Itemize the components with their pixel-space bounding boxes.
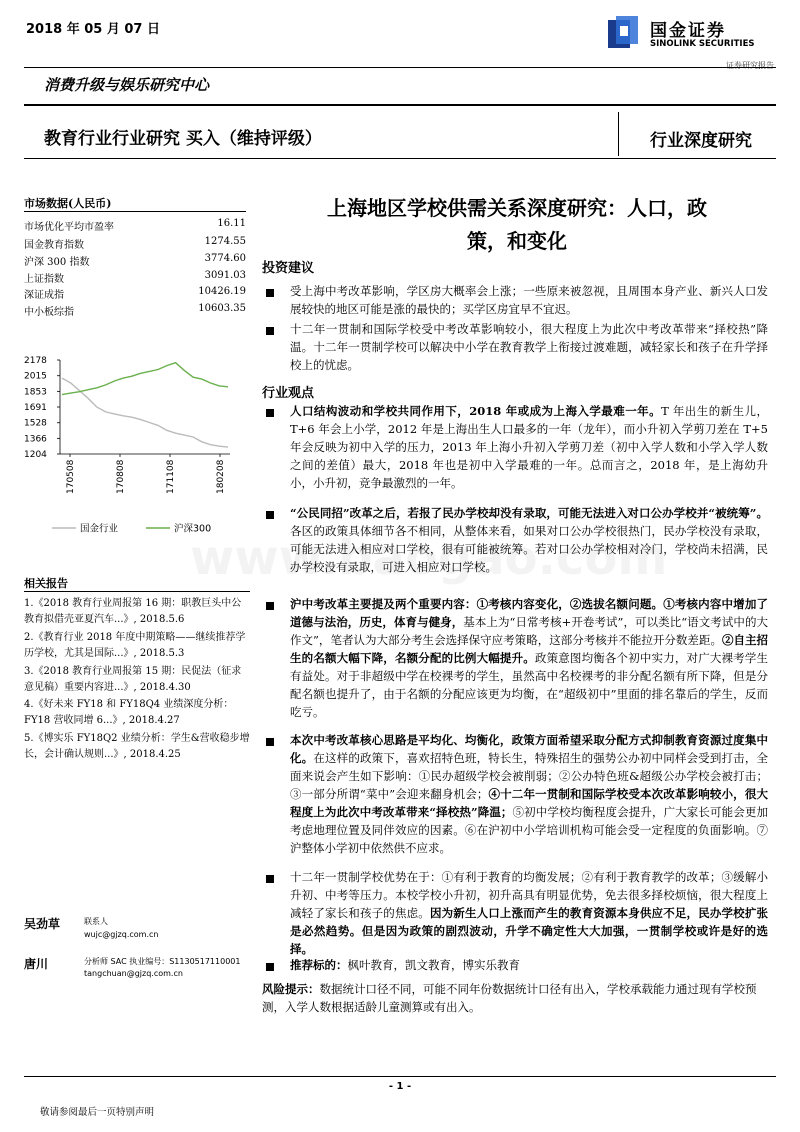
bullet-icon: [266, 511, 274, 519]
report-type: 证券研究报告: [726, 61, 774, 70]
legend-label: 沪深300: [174, 523, 212, 535]
paragraph-bold: ④十二年一贯制和国际学校受本次改革影响较小，很大程度上为此次中考改革带来“择校热”降温；: [290, 787, 768, 819]
invest-point: 十二年一贯制和国际学校受中考改革影响较小，很大程度上为此次中考改革带来“择校热”降温。十二年一贯制学校可以解决中小学在教育教学上衔接过渡难题，减轻家长和孩子在升学择校上的忧虑。: [290, 322, 768, 372]
x-tick-label: 180208: [216, 459, 226, 494]
series-line: [62, 363, 228, 395]
paragraph-text: T 年出生的新生儿，T+6 年会上小学，2012 年是上海出生人口最多的一年（龙年），而小升初入学剪刀差在 T+5 年会反映为初中入学的压力，2013 年上海小升初入学剪刀差（初中入学人数和小学入学人数之间的差值）最大，2018 年也是初中入学最难的一年。总而言之，2018 年，是上海幼升小，小升初，竞争最激烈的一年。: [290, 404, 768, 490]
disclaimer: 敬请参阅最后一页特别声明: [40, 1107, 155, 1118]
index-performance-chart: [22, 352, 250, 552]
bullet-icon: [266, 409, 274, 417]
market-label: 上证指数: [24, 274, 64, 285]
market-row: [24, 218, 246, 232]
bullet-icon: [266, 327, 274, 335]
paragraph-bold: “公民同招”改革之后，若报了民办学校却没有录取，可能无法进入对口公办学校并“被统筹”。: [290, 506, 768, 520]
chart-svg: [22, 352, 250, 552]
paragraph-text: 各区的政策具体细节各不相同，从整体来看，如果对口公办学校很热门，民办学校没有录取，可能无法进入相应对口学校，很有可能被统筹。若对口公办学校相对冷门，学校尚未招满，民办学校没有录取，可进入相应对口学校。: [290, 524, 768, 574]
analyst-email[interactable]: wujc@gjzq.com.cn: [84, 930, 159, 939]
paragraph-text: 政策意图均衡各个初中实力，对广大裸考学生有益处。对于非超级中学在校裸考的学生，虽然高中名校裸考的非分配名额有所下降，但是分配名额也提升了，由于名额的分配应该更为均衡，在“超级初中”里面的排名靠后的学生，反而吃亏。: [290, 651, 769, 719]
view-paragraph: [290, 956, 768, 974]
y-tick-label: 2015: [24, 371, 47, 382]
related-report-item[interactable]: 4.《好未来 FY18 和 FY18Q4 业绩深度分析：FY18 营收同增 6...》, 2018.4.27: [24, 699, 234, 726]
y-tick-label: 1366: [24, 434, 47, 445]
market-rule: [24, 211, 246, 212]
market-data-title: 市场数据(人民币): [24, 197, 112, 210]
x-tick-label: 170808: [116, 459, 126, 494]
paragraph-text: 十二年一贯制学校优势在于：①有利于教育的均衡发展；②有利于教育教学的改革；③缓解小升初、中考等压力。本校学校小升初，初升高具有明显优势，免去很多择校烦恼，很大程度上减轻了家长和孩子的焦虑。: [290, 870, 768, 920]
report-title-line: 策，和变化: [467, 229, 567, 253]
market-value: 16.11: [217, 218, 246, 229]
y-tick-label: 1691: [24, 403, 47, 413]
logo-chinese-name: 国金证券: [650, 21, 726, 41]
market-value: 10426.19: [198, 286, 246, 297]
y-tick-label: 1528: [24, 418, 47, 429]
series-line: [62, 378, 228, 447]
x-tick-label: 170508: [66, 459, 76, 494]
market-label: 市场优化平均市盈率: [24, 222, 114, 233]
view-paragraph: [290, 402, 768, 492]
market-row: [24, 286, 246, 300]
analyst-email[interactable]: tangchuan@gjzq.com.cn: [84, 969, 183, 978]
bullet-icon: [266, 602, 274, 610]
x-tick-label: 171108: [166, 459, 176, 494]
company-logo: [606, 14, 776, 64]
market-label: 深证成指: [24, 290, 64, 301]
paragraph-bold: 推荐标的：: [290, 958, 348, 972]
market-value: 1274.55: [204, 236, 246, 247]
paragraph-text: 基本上为“日常考核+开卷考试”，可以类比“语文考试中的大作文”，笔者认为大部分考生会选择保守应考策略，这部分考核并不能拉开分数差距。: [290, 615, 768, 647]
header-rule-bottom: [24, 158, 776, 159]
header-rule-top: [24, 67, 776, 68]
market-label: 沪深 300 指数: [24, 257, 90, 268]
analyst-role: 分析师 SAC 执业编号：S1130517110001: [84, 957, 241, 966]
related-report-item[interactable]: 2.《教育行业 2018 年度中期策略——继续推荐学历学校，尤其是国际...》, 2018.5.3: [24, 632, 246, 659]
paragraph-bold: 沪中考改革主要提及两个重要内容：①考核内容变化，②选拔名额问题。①考核内容中增加了道德与法治，历史，体育与健身，: [290, 597, 768, 629]
related-reports-title: 相关报告: [24, 577, 68, 590]
analyst-name: 唐川: [24, 957, 49, 971]
legend-label: 国金行业: [80, 523, 119, 535]
paragraph-text: ⑤初中学校均衡程度会提升，广大家长可能会更加考虑地理位置及同伴效应的因素。⑥在沪初中小学培训机构可能会受一定程度的负面影响。⑦沪整体小学初中依然供不应求。: [290, 805, 768, 855]
y-tick-label: 2178: [24, 356, 47, 366]
analyst-name: 吴劲草: [24, 917, 61, 931]
risk-warning: [262, 980, 772, 1016]
paragraph-bold: 人口结构波动和学校共同作用下，2018 年或成为上海入学最难一年。: [290, 404, 662, 418]
bullet-icon: [266, 963, 274, 971]
analyst-role: 联系人: [84, 917, 108, 926]
bullet-icon: [266, 289, 274, 297]
footer-rule: [24, 1076, 776, 1077]
watermark: [190, 530, 667, 586]
header-divider: [618, 112, 619, 156]
market-label: 国金教育指数: [24, 240, 84, 251]
related-report-item[interactable]: 3.《2018 教育行业周报第 15 期：民促法（征求意见稿）重要内容进...》, 2018.4.30: [24, 666, 242, 693]
report-date: 2018 年 05 月 07 日: [26, 22, 160, 37]
y-tick-label: 1204: [24, 450, 47, 460]
market-value: 3091.03: [204, 270, 246, 281]
header-rule-mid: [24, 104, 776, 106]
section-heading-invest: 投资建议: [262, 261, 315, 276]
market-value: 10603.35: [198, 303, 246, 314]
research-center: 消费升级与娱乐研究中心: [44, 76, 210, 94]
view-paragraph: [290, 731, 768, 857]
industry-rating: 教育行业行业研究 买入（维持评级）: [44, 129, 322, 149]
paragraph-bold: 因为新生人口上涨而产生的教育资源本身供应不足，民办学校扩张是必然趋势。但是因为政策的剧烈波动，升学不确定性大大加强，一贯制学校或许是好的选择。: [290, 906, 768, 956]
view-paragraph: [290, 868, 768, 958]
logo-english-name: SINOLINK SECURITIES: [650, 39, 755, 49]
y-tick-label: 1853: [24, 387, 47, 398]
report-title-line: 上海地区学校供需关系深度研究：人口，政: [327, 196, 707, 220]
report-kind: 行业深度研究: [650, 131, 752, 151]
market-row: [24, 303, 246, 317]
risk-text: 数据统计口径不同，可能不同年份数据统计口径有出入，学校承载能力通过现有学校预测，入学人数根据适龄儿童测算或有出入。: [262, 982, 757, 1014]
paragraph-text: 在这样的政策下，喜欢招特色班，特长生，特殊招生的强势公办初中同样会受到打击，全面来说会产生如下影响：①民办超级学校会被削弱；②公办特色班&超级公办学校会被打击；③一部分所谓“菜中”会迎来翻身机会；: [290, 751, 768, 801]
logo-icon: [606, 14, 642, 54]
market-row: [24, 253, 246, 267]
risk-label: 风险提示：: [262, 982, 320, 996]
page-number: - 1 -: [388, 1081, 412, 1092]
related-rule: [24, 591, 250, 592]
market-row: [24, 236, 246, 250]
related-report-item[interactable]: 1.《2018 教育行业周报第 16 期：职教巨头中公教育拟借壳亚夏汽车...》, 2018.5.6: [24, 598, 242, 625]
paragraph-bold: 本次中考改革核心思路是平均化、均衡化，政策方面希望采取分配方式抑制教育资源过度集中化。: [290, 733, 768, 765]
paragraph-text: 枫叶教育，凯文教育，博实乐教育: [347, 958, 520, 972]
view-paragraph: [290, 595, 768, 721]
market-row: [24, 270, 246, 284]
bullet-icon: [266, 875, 274, 883]
paragraph-bold: ②自主招生的名额大幅下降，名额分配的比例大幅提升。: [290, 633, 769, 665]
market-value: 3774.60: [204, 253, 246, 264]
invest-point: 受上海中考改革影响，学区房大概率会上涨；一些原来被忽视，且周围本身产业、新兴人口发展较快的地区可能是涨的最快的；买学区房宜早不宜迟。: [290, 284, 768, 316]
market-label: 中小板综指: [24, 307, 74, 318]
bullet-icon: [266, 738, 274, 746]
related-report-item[interactable]: 5.《博实乐 FY18Q2 业绩分析：学生&营收稳步增长，会计确认规则...》, 2018.4.25: [24, 733, 250, 760]
section-heading-views: 行业观点: [262, 386, 315, 401]
report-title: [262, 192, 772, 258]
